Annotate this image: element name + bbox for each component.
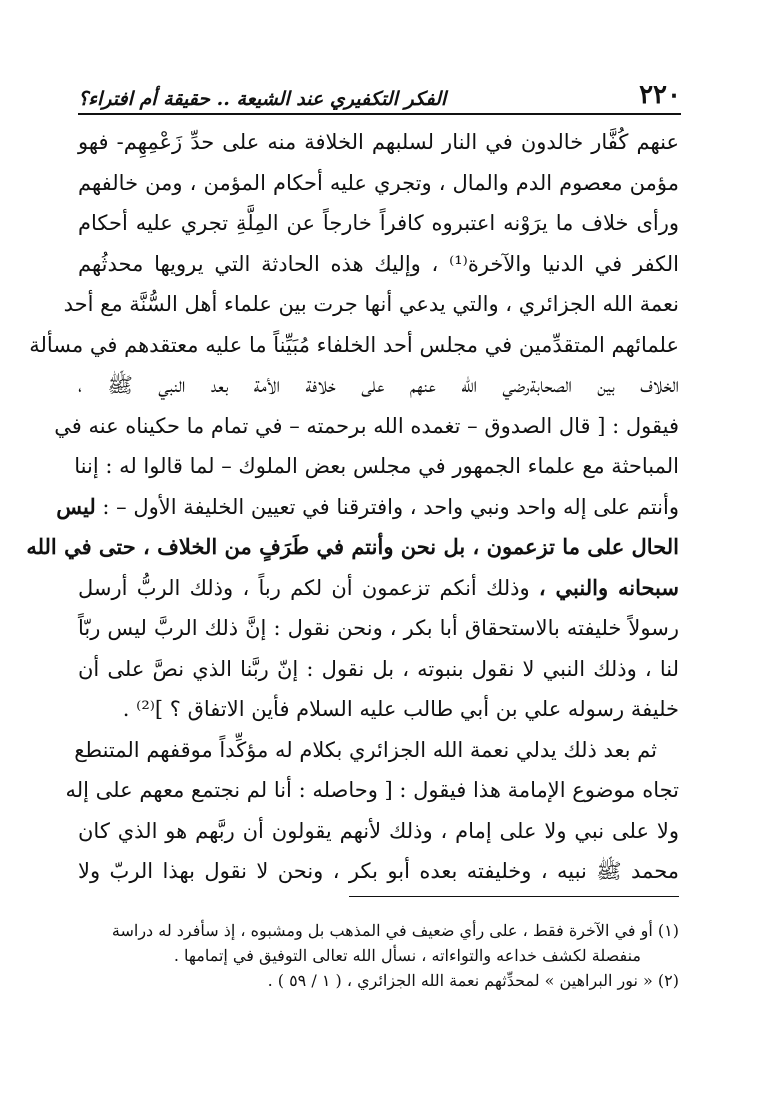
text-line: ثم بعد ذلك يدلي نعمة الله الجزائري بكلام له مؤكِّداً موقفهم المتنطع [74,737,657,762]
footnote-1-continued: منفصلة لكشف خداعه والتواءاته ، نسأل الله تعالى التوفيق في إتمامها . [173,946,641,965]
text-line: تجاه موضوع الإمامة هذا فيقول : [ وحاصله : أنا لم نجتمع معهم على إله [65,778,679,802]
text-line: عنهم كُفَّار خالدون في النار لسلبهم الخلافة منه على حدِّ زَعْمِهِم- فهو [78,130,679,154]
header-divider [78,113,681,115]
body-text [26,122,680,892]
page-number: ٢٢٠ [639,80,681,110]
bold-text: ليس [56,493,96,519]
running-title: الفكر التكفيري عند الشيعة .. حقيقة أم افتراء؟ [78,88,447,110]
footnotes [78,918,679,993]
text-line: المباحثة مع علماء الجمهور في مجلس بعض الملوك – لما قالوا له : إننا [74,454,679,478]
text-line: ولا على نبي ولا على إمام ، وذلك لأنهم يقولون أن ربَّهم هو الذي كان [78,818,679,843]
text-line: الخلاف بين الصحابةرضي الله عنهم على خلافة الأمة بعد النبي ﷺ ، [78,373,679,397]
bold-text: سبحانه والنبي ، [538,574,679,600]
text-line: لنا ، وذلك النبي لا نقول بنبوته ، بل نقول : إنّ ربَّنا الذي نصَّ على أن [78,656,679,681]
text-line [56,487,679,528]
text-line: مؤمن معصوم الدم والمال ، وتجري عليه أحكام المؤمن ، ومن خالفهم [78,170,679,195]
text-line: الكفر في الدنيا والآخرة⁽¹⁾ ، وإليك هذه الحادثة التي يرويها محدثُهم [78,251,680,276]
footnote-divider [349,896,679,897]
text-line: علمائهم المتقدِّمين في مجلس أحد الخلفاء مُبَيِّناً ما عليه معتقدهم في مسألة [29,332,679,357]
page-header [78,66,681,110]
text-line: رسولاً خليفته بالاستحقاق أبا بكر ، ونحن نقول : إنَّ ذلك الربَّ ليس ربّاً [78,616,679,640]
text-line: محمد ﷺ نبيه ، وخليفته بعده أبو بكر ، ونحن لا نقول بهذا الربّ ولا [78,859,679,883]
text-span: وذلك أنكم تزعمون أن لكم رباً ، وذلك الربُّ أرسل [78,575,539,600]
bold-text-line: الحال على ما تزعمون ، بل نحن وأنتم في طَرَفٍ من الخلاف ، حتى في الله [26,534,679,559]
text-line [78,568,679,609]
text-line: خليفة رسوله علي بن أبي طالب عليه السلام فأين الاتفاق ؟ ]⁽²⁾ . [122,697,679,721]
text-line: فيقول : [ قال الصدوق – تغمده الله برحمته – في تمام ما حكيناه عنه في [54,413,679,438]
text-span: وأنتم على إله واحد ونبي واحد ، وافترقنا في تعيين الخليفة الأول – : [102,494,679,519]
footnote-1: (١) أو في الآخرة فقط ، على رأي ضعيف في المذهب بل ومشبوه ، إذ سأفرد له دراسة [111,921,679,940]
footnote-2: (٢) « نور البراهين » لمحدِّثهم نعمة الله الجزائري ، ( ١ / ٥٩ ) . [267,971,679,990]
text-line: ورأى خلاف ما يرَوْنه اعتبروه كافراً خارجاً عن المِلَّةِ تجري عليه أحكام [78,211,679,235]
text-line: نعمة الله الجزائري ، والتي يدعي أنها جرت بين علماء أهل السُّنَّة مع أحد [63,292,679,316]
